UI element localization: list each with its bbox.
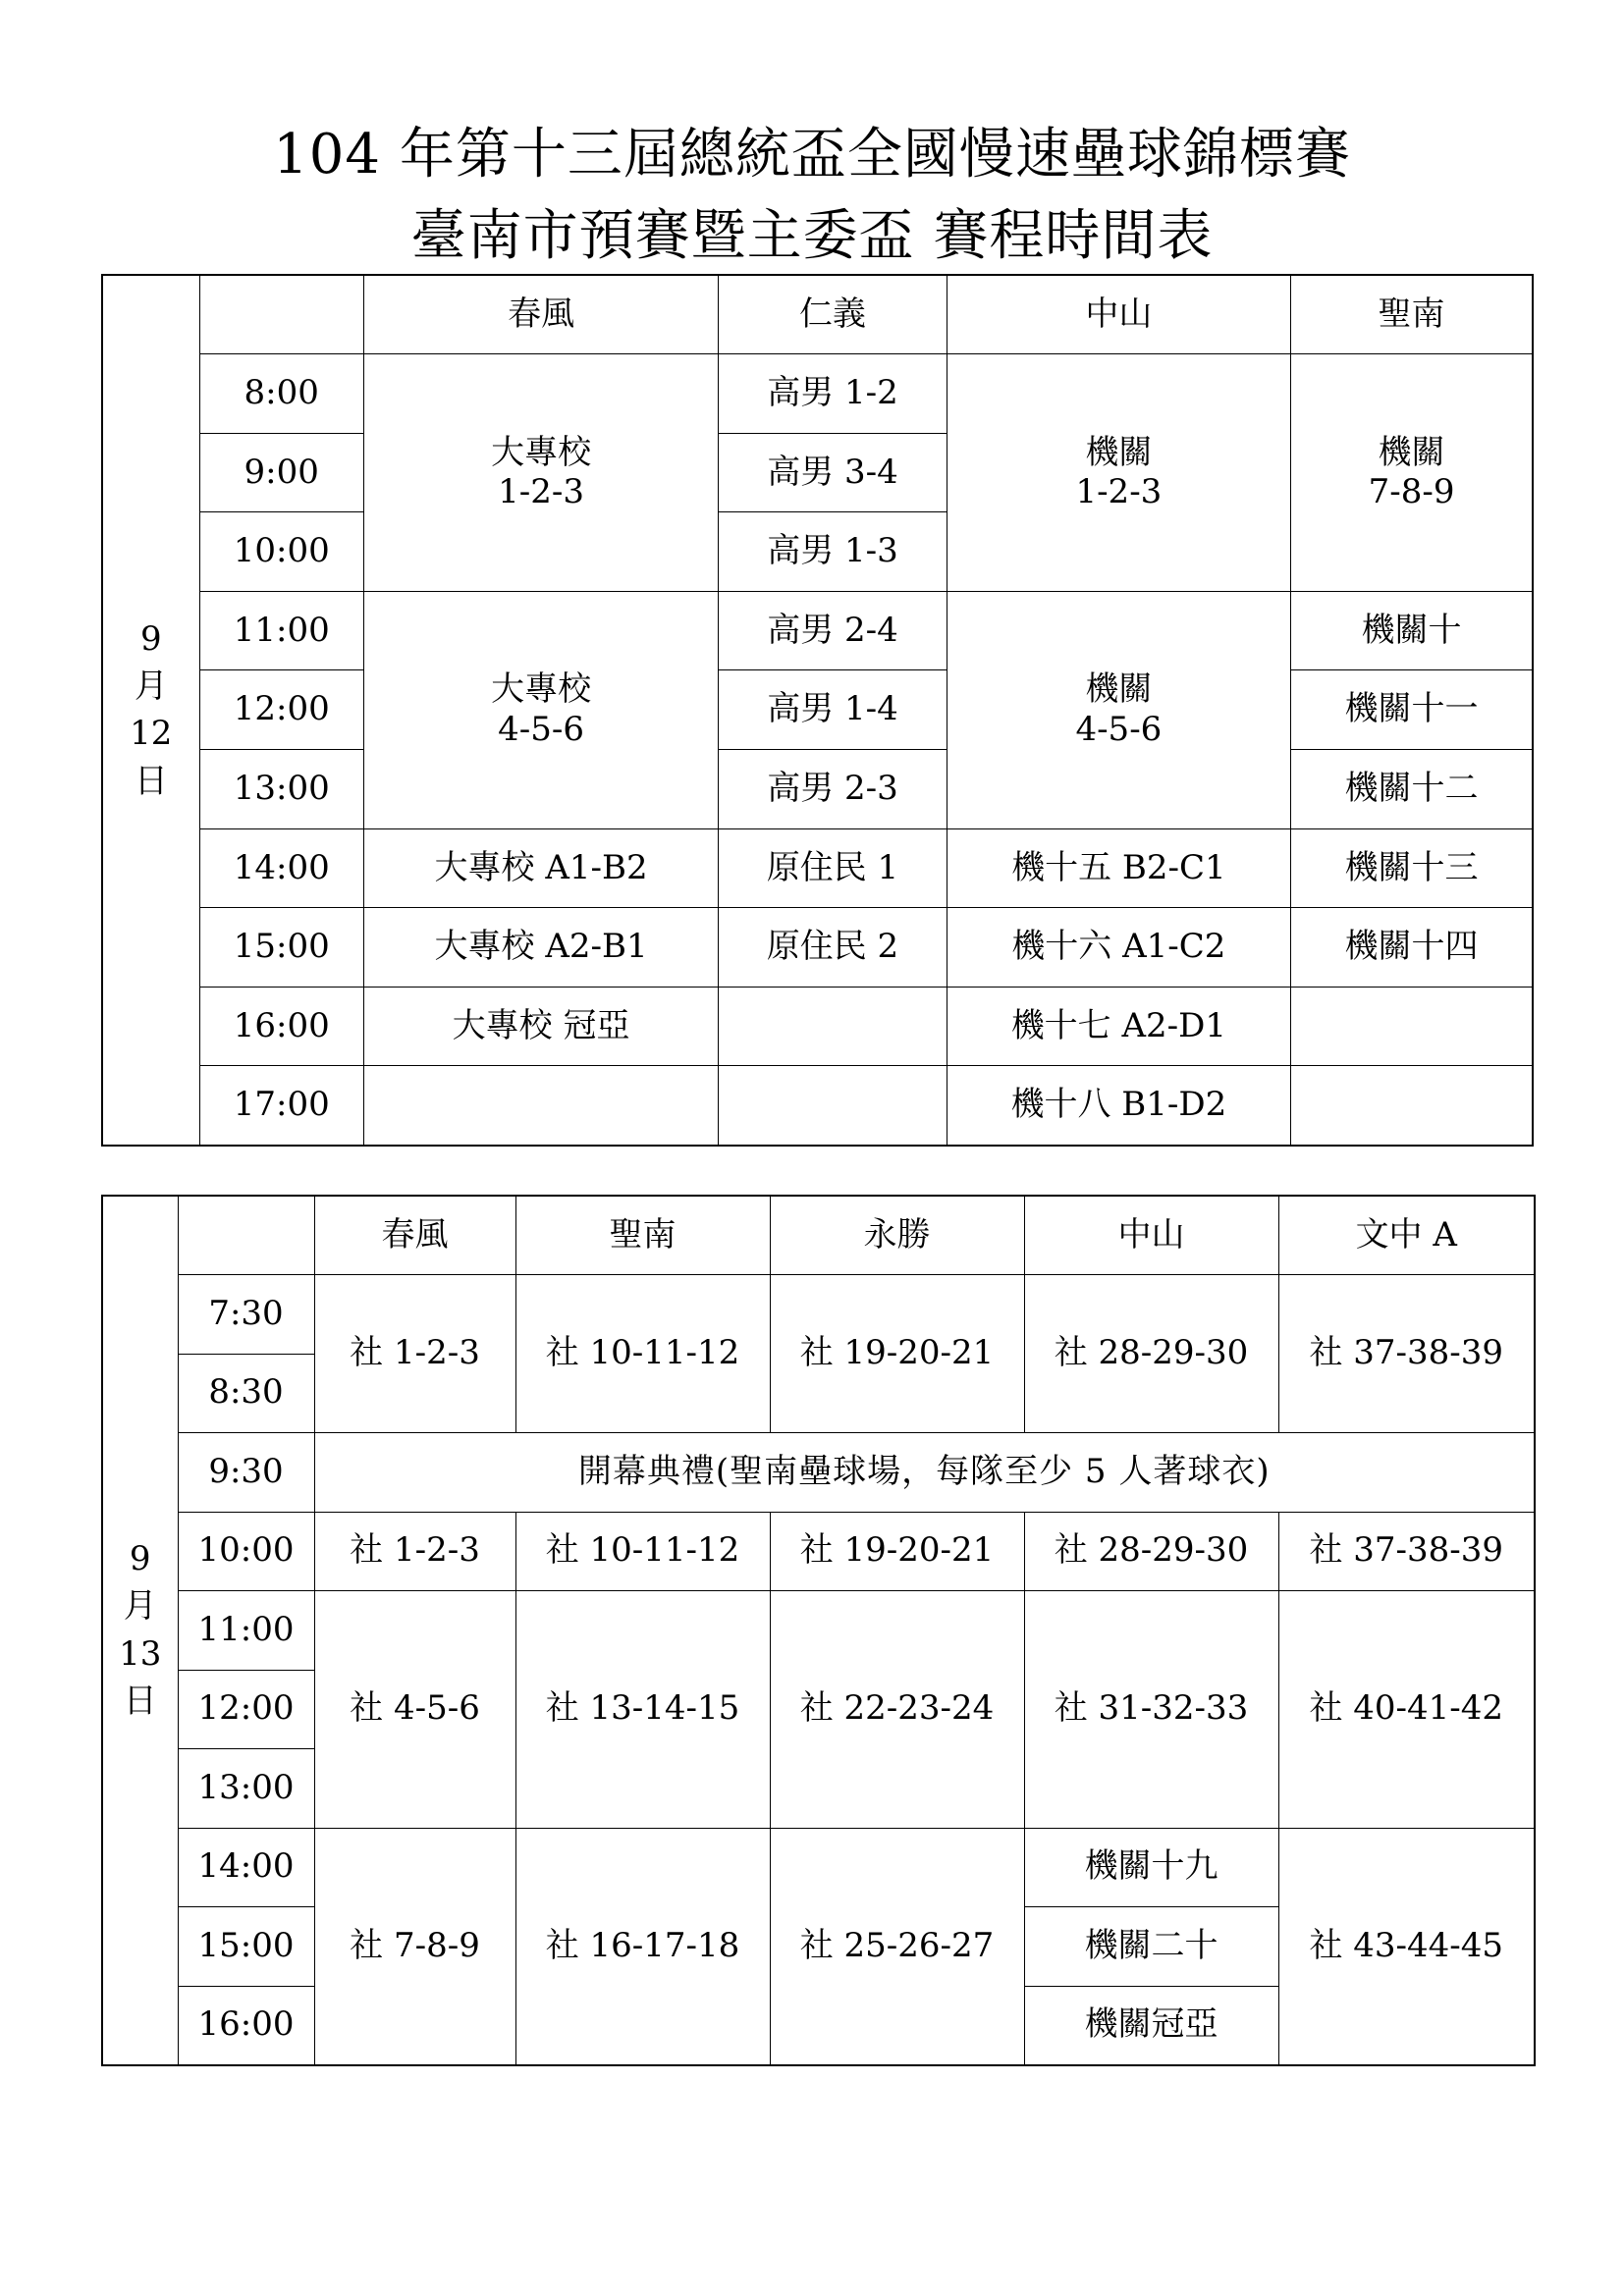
game-cell: 社 43-44-45 (1278, 1828, 1535, 2065)
time-cell: 13:00 (178, 1749, 314, 1829)
field-header: 中山 (947, 275, 1290, 354)
time-cell: 9:00 (199, 433, 363, 512)
game-cell: 社 13-14-15 (515, 1591, 770, 1829)
field-header: 仁義 (719, 275, 947, 354)
game-cell: 高男 1-2 (719, 354, 947, 434)
schedule-table-sep12 (101, 274, 1534, 1147)
table-row (102, 1275, 1535, 1355)
field-header: 永勝 (770, 1196, 1024, 1275)
game-cell: 機十六 A1-C2 (947, 908, 1290, 988)
field-header: 中山 (1024, 1196, 1278, 1275)
field-header: 春風 (363, 275, 718, 354)
game-cell: 社 16-17-18 (515, 1828, 770, 2065)
game-cell: 機關十二 (1291, 750, 1533, 829)
game-cell: 大專校 4-5-6 (363, 591, 718, 828)
time-cell: 12:00 (178, 1670, 314, 1749)
game-cell: 社 10-11-12 (515, 1512, 770, 1591)
game-cell: 社 22-23-24 (770, 1591, 1024, 1829)
time-cell: 16:00 (199, 987, 363, 1066)
document-title: 104 年第十三屆總統盃全國慢速壘球錦標賽 (273, 123, 1351, 187)
game-cell: 機關二十 (1024, 1907, 1278, 1987)
game-cell: 高男 2-3 (719, 750, 947, 829)
game-cell: 社 1-2-3 (314, 1275, 515, 1433)
empty-cell (363, 1066, 718, 1146)
game-cell: 機十五 B2-C1 (947, 828, 1290, 908)
time-header (199, 275, 363, 354)
field-header: 文中 A (1278, 1196, 1535, 1275)
game-cell: 機關 1-2-3 (947, 354, 1290, 592)
table-row (102, 828, 1533, 908)
table-row (102, 1828, 1535, 1907)
empty-cell (1291, 987, 1533, 1066)
game-cell: 社 37-38-39 (1278, 1512, 1535, 1591)
game-cell: 原住民 2 (719, 908, 947, 988)
table-row (102, 908, 1533, 988)
table-row (102, 1512, 1535, 1591)
time-cell: 16:00 (178, 1986, 314, 2065)
game-cell: 機關冠亞 (1024, 1986, 1278, 2065)
time-cell: 8:00 (199, 354, 363, 434)
time-cell: 12:00 (199, 670, 363, 750)
time-cell: 9:30 (178, 1433, 314, 1513)
game-cell: 社 19-20-21 (770, 1512, 1024, 1591)
time-cell: 13:00 (199, 750, 363, 829)
time-cell: 15:00 (199, 908, 363, 988)
table-row (102, 670, 1533, 750)
time-cell: 17:00 (199, 1066, 363, 1146)
game-cell: 社 28-29-30 (1024, 1512, 1278, 1591)
time-cell: 15:00 (178, 1907, 314, 1987)
table-row (102, 354, 1533, 434)
opening-ceremony-cell: 開幕典禮(聖南壘球場，每隊至少 5 人著球衣) (314, 1433, 1535, 1513)
game-cell: 原住民 1 (719, 828, 947, 908)
game-cell: 社 4-5-6 (314, 1591, 515, 1829)
time-cell: 14:00 (199, 828, 363, 908)
game-cell: 大專校 A2-B1 (363, 908, 718, 988)
time-cell: 11:00 (178, 1591, 314, 1671)
field-header: 聖南 (1291, 275, 1533, 354)
game-cell: 大專校 A1-B2 (363, 828, 718, 908)
table-row (102, 1591, 1535, 1671)
table-row (102, 1066, 1533, 1146)
game-cell: 社 7-8-9 (314, 1828, 515, 2065)
game-cell: 社 28-29-30 (1024, 1275, 1278, 1433)
empty-cell (719, 1066, 947, 1146)
game-cell: 機十八 B1-D2 (947, 1066, 1290, 1146)
date-cell: 9 月 13 日 (102, 1196, 178, 2065)
game-cell: 機關十一 (1291, 670, 1533, 750)
game-cell: 機關十九 (1024, 1828, 1278, 1907)
game-cell: 高男 1-4 (719, 670, 947, 750)
table-row (102, 987, 1533, 1066)
game-cell: 社 31-32-33 (1024, 1591, 1278, 1829)
game-cell: 機關 4-5-6 (947, 591, 1290, 828)
field-header: 春風 (314, 1196, 515, 1275)
date-cell: 9 月 12 日 (102, 275, 199, 1146)
schedule-table-sep13 (101, 1195, 1536, 2066)
time-cell: 10:00 (199, 512, 363, 592)
table-row (102, 750, 1533, 829)
game-cell: 機關十三 (1291, 828, 1533, 908)
table-row (102, 1433, 1535, 1513)
game-cell: 社 37-38-39 (1278, 1275, 1535, 1433)
table-row (102, 591, 1533, 670)
game-cell: 社 40-41-42 (1278, 1591, 1535, 1829)
time-cell: 7:30 (178, 1275, 314, 1355)
time-cell: 11:00 (199, 591, 363, 670)
game-cell: 高男 3-4 (719, 433, 947, 512)
time-cell: 14:00 (178, 1828, 314, 1907)
time-cell: 10:00 (178, 1512, 314, 1591)
game-cell: 機關十 (1291, 591, 1533, 670)
game-cell: 機關 7-8-9 (1291, 354, 1533, 592)
empty-cell (1291, 1066, 1533, 1146)
time-header (178, 1196, 314, 1275)
empty-cell (719, 987, 947, 1066)
game-cell: 機關十四 (1291, 908, 1533, 988)
game-cell: 高男 1-3 (719, 512, 947, 592)
game-cell: 高男 2-4 (719, 591, 947, 670)
game-cell: 社 10-11-12 (515, 1275, 770, 1433)
game-cell: 社 19-20-21 (770, 1275, 1024, 1433)
game-cell: 大專校 冠亞 (363, 987, 718, 1066)
game-cell: 社 1-2-3 (314, 1512, 515, 1591)
table-header-row (102, 1196, 1535, 1275)
game-cell: 機十七 A2-D1 (947, 987, 1290, 1066)
document-subtitle: 臺南市預賽暨主委盃 賽程時間表 (410, 204, 1214, 268)
game-cell: 大專校 1-2-3 (363, 354, 718, 592)
game-cell: 社 25-26-27 (770, 1828, 1024, 2065)
table-header-row (102, 275, 1533, 354)
field-header: 聖南 (515, 1196, 770, 1275)
time-cell: 8:30 (178, 1354, 314, 1433)
